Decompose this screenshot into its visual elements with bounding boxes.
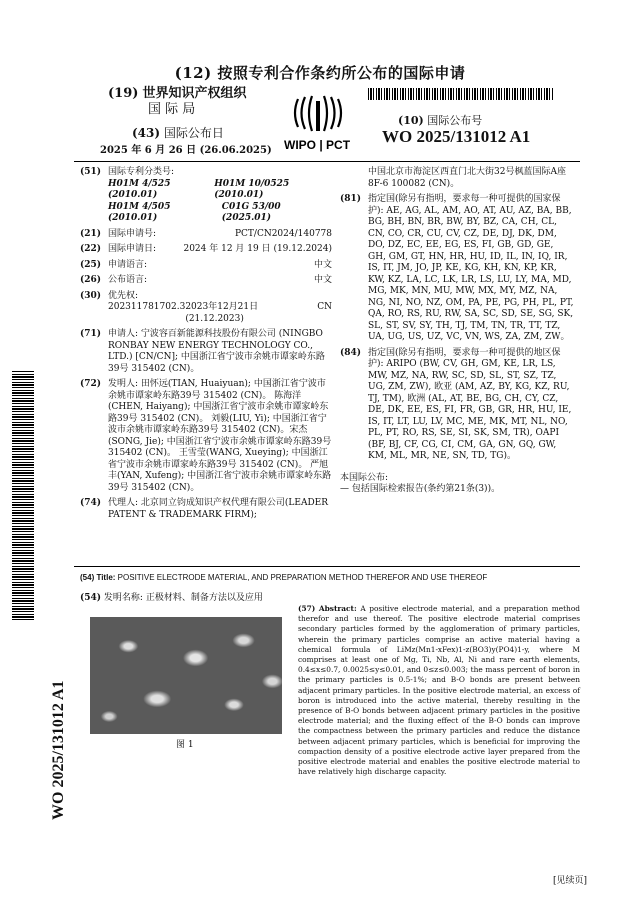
filing-date: [80, 244, 332, 256]
pub-date-label-row: [132, 124, 224, 141]
applicant-text: 申请人: 宁波容百新能源科技股份有限公司 (NINGBO RONBAY NEW ENERGY TECHNOLOGY CO., LTD.) [CN/CN]; 中国浙江省宁波市余姚市谭家岭东路39号 315402 (CN)。: [108, 329, 325, 374]
abstract-num: (57): [298, 604, 316, 613]
bibliographic-right: [340, 167, 574, 496]
app-num: (21): [80, 228, 102, 239]
priority-num: (30): [80, 290, 102, 301]
published-label: 本国际公布:: [340, 472, 389, 483]
inventor-text: 发明人: 田怀远(TIAN, Huaiyuan); 中国浙江省宁波市余姚市谭家岭东路39号 315402 (CN)。 陈海洋(CHEN, Haiyang); 中国浙江省宁波市余姚市谭家岭东路39号 315402 (CN)。 刘毅(LIU, Yi); 中国浙江省宁波市余姚市谭家岭东路39号 315402 (CN)。宋杰(SONG, Jie); 中国浙江省宁波市余姚市谭家岭东路39号 315402 (CN)。 王雪莹(WANG, Xueying); 中国浙江省宁波市余姚市谭家岭东路39号 315402 (CN)。 严旭丰(YAN, Xufeng); 中国浙江省宁波市余姚市谭家岭东路39号 315402 (CN)。: [108, 379, 332, 493]
priority-app: 202311781702.3: [108, 302, 186, 312]
regional-text: 指定国(除另有指明，要求每一种可提供的地区保护): ARIPO (BW, CV, GH, GM, KE, LR, LS, MW, MZ, NA, RW, SC, SD, SL, ST, SZ, TZ, UG, ZM, ZW), 欧亚 (AM, AZ, BY, KG, KZ, RU, TJ, TM), 欧洲 (AL, AT, BE, BG, CH, CY, CZ, DE, DK, EE, ES, FI, FR, GB, GR, HR, HU, IE, IS, IT, LT, LU, LV, MC, ME, MK, MT, NL, NO, PL, PT, RO, RS, SE, SI, SK, SM, TR), OAPI (BF, BJ, CF, CG, CI, CM, GA, GN, GQ, GW, KM, ML, MR, NE, SN, TD, TG)。: [368, 347, 572, 461]
priority-date: 2023年12月21日 (21.12.2023): [185, 302, 259, 324]
header-divider: [74, 161, 580, 162]
pub-lang-num: (26): [80, 275, 102, 285]
pubno-number: (10): [398, 114, 424, 127]
continued-marker: [见续页]: [553, 876, 588, 886]
office-line1: 世界知识产权组织: [142, 86, 247, 101]
en-title-text: POSITIVE ELECTRODE MATERIAL, AND PREPARATION METHOD THEREFOR AND USE THEREOF: [117, 573, 488, 582]
side-pub-number: WO 2025/131012 A1: [50, 680, 67, 820]
agent-text: 代理人: 北京同立钧成知识产权代理有限公司(LEADER PATENT & TRADEMARK FIRM);: [108, 498, 329, 520]
wipo-pct-logo: [262, 93, 374, 155]
pub-date-value: 2025 年 6 月 26 日 (26.06.2025): [100, 145, 272, 156]
agent-section: [80, 498, 332, 521]
zh-title-label: 发明名称:: [103, 593, 143, 603]
inventor-num: (72): [80, 379, 102, 389]
agent-num: (74): [80, 498, 102, 508]
inventor-section: [80, 379, 332, 494]
logo-text: WIPO | PCT: [284, 138, 351, 152]
figure-1-micrograph: [90, 617, 282, 734]
designated-states-section: [340, 194, 574, 344]
chinese-title: [80, 590, 263, 603]
designated-num: (81): [340, 194, 362, 204]
filing-language: [80, 260, 332, 272]
ipc-code: C01G 53/00 (2025.01): [221, 201, 281, 223]
document-title: (12) 按照专利合作条约所公布的国际申请: [174, 64, 466, 82]
pub-lang-label: 公布语言:: [108, 275, 148, 285]
pub-lang-value: 中文: [313, 275, 332, 285]
regional-states-section: [340, 348, 574, 463]
abstract: [298, 604, 580, 777]
filing-lang-label: 申请语言:: [108, 259, 148, 270]
abstract-text: A positive electrode material, and a preparation method therefor and use thereof. The positive electrode material comprises secondary particles formed by the agglomeration of primary particles, wherein the primary particles comprise an active material having a chemical formula of LiMz(Mn1-xFex)1-z(BO3)y(PO4)1-y, where M comprises at least one of Mg, Ti, Nb, Al, Ni and rare earth elements, 0.4≤x≤0.7, 0.0025≤y≤0.01, and 0≤z≤0.003; the mass percent of boron in the primary particles is 0.5-1%; and B-O bonds are present between adjacent primary particles. In the positive electrode material, an excess of boron is introduced into the active material, thereby resulting in the presence of B-O bonds between adjacent primary particles in the positive electrode material; and the fluxing effect of the B-O bonds can improve the compactness between the primary particles and reduce the distance between adjacent primary particles, which is beneficial for improving the compaction density of a positive electrode active layer prepared from the positive electrode material and enables the positive electrode material to have relatively high discharge capacity.: [298, 604, 580, 777]
title-divider: [74, 566, 580, 567]
pubno-label: 国际公布号: [427, 114, 483, 127]
priority-country: CN: [317, 302, 332, 312]
zh-title-num: (54): [80, 593, 102, 603]
office-line2: 国 际 局: [148, 102, 196, 117]
zh-title-text: 正极材料、制备方法以及应用: [145, 593, 263, 603]
top-barcode: [368, 88, 554, 100]
publication-language: [80, 275, 332, 287]
applicant-num: (71): [80, 329, 102, 339]
en-title-label: Title:: [96, 573, 116, 582]
priority-row: [108, 302, 332, 325]
ipc-row: [108, 179, 332, 202]
filing-num: (22): [80, 244, 102, 254]
filing-lang-value: 中文: [313, 259, 332, 270]
application-number: [80, 229, 332, 241]
published-section: [340, 473, 574, 496]
priority-section: [80, 291, 332, 326]
ipc-code: H01M 10/0525 (2010.01): [214, 178, 290, 200]
figure-caption: 图 1: [176, 740, 194, 750]
designated-text: 指定国(除另有指明，要求每一种可提供的国家保护): AE, AG, AL, AM, AO, AT, AU, AZ, BA, BB, BG, BH, BN, BR, BW, BY, BZ, CA, CH, CL, CN, CO, CR, CU, CV, CZ, DE, DJ, DK, DM, DO, DZ, EC, EE, EG, ES, FI, GB, GD, GE, GH, GM, GT, HN, HR, HU, ID, IL, IN, IQ, IR, IS, IT, JM, JO, JP, KE, KG, KH, KN, KP, KR, KW, KZ, LA, LC, LK, LR, LS, LU, LY, MA, MD, MG, MK, MN, MU, MW, MX, MY, MZ, NA, NG, NI, NO, NZ, OM, PA, PE, PG, PH, PL, PT, QA, RO, RS, RU, RW, SA, SC, SD, SE, SG, SK, SL, ST, SV, SY, TH, TJ, TM, TN, TR, TT, TZ, UA, UG, US, UZ, VC, VN, WS, ZA, ZM, ZW。: [368, 194, 574, 342]
issuing-office: [108, 86, 247, 118]
office-number: (19): [108, 86, 139, 101]
pubdate-label: 国际公布日: [163, 126, 224, 140]
abstract-label: Abstract:: [318, 604, 357, 613]
filing-value: 2024 年 12 月 19 日 (19.12.2024): [183, 244, 332, 254]
app-label: 国际申请号:: [108, 228, 157, 239]
en-title-num: (54): [80, 573, 95, 582]
applicant-section: [80, 329, 332, 375]
published-item: — 包括国际检索报告(条约第21条(3))。: [340, 484, 501, 494]
regional-num: (84): [340, 347, 362, 358]
ipc-code: H01M 4/525 (2010.01): [108, 178, 171, 200]
pub-number: WO 2025/131012 A1: [382, 127, 531, 146]
filing-lang-num: (25): [80, 259, 102, 270]
ipc-section: [80, 167, 332, 225]
agent-address: 中国北京市海淀区西直门北大街32号枫蓝国际A座8F-6 100082 (CN)。: [368, 167, 566, 189]
agent-address-section: [340, 167, 574, 190]
ipc-num: (51): [80, 167, 102, 177]
ipc-row: [108, 202, 332, 225]
side-barcode: [12, 370, 34, 620]
ipc-code: H01M 4/505 (2010.01): [108, 201, 171, 223]
english-title: [80, 573, 487, 582]
filing-label: 国际申请日:: [108, 244, 157, 254]
pubdate-number: (43): [132, 126, 161, 140]
bibliographic-left: [80, 167, 332, 525]
pub-number-label-row: [398, 112, 482, 128]
ipc-label: 国际专利分类号:: [108, 167, 175, 177]
priority-label: 优先权:: [108, 290, 139, 301]
app-value: PCT/CN2024/140778: [234, 228, 332, 239]
